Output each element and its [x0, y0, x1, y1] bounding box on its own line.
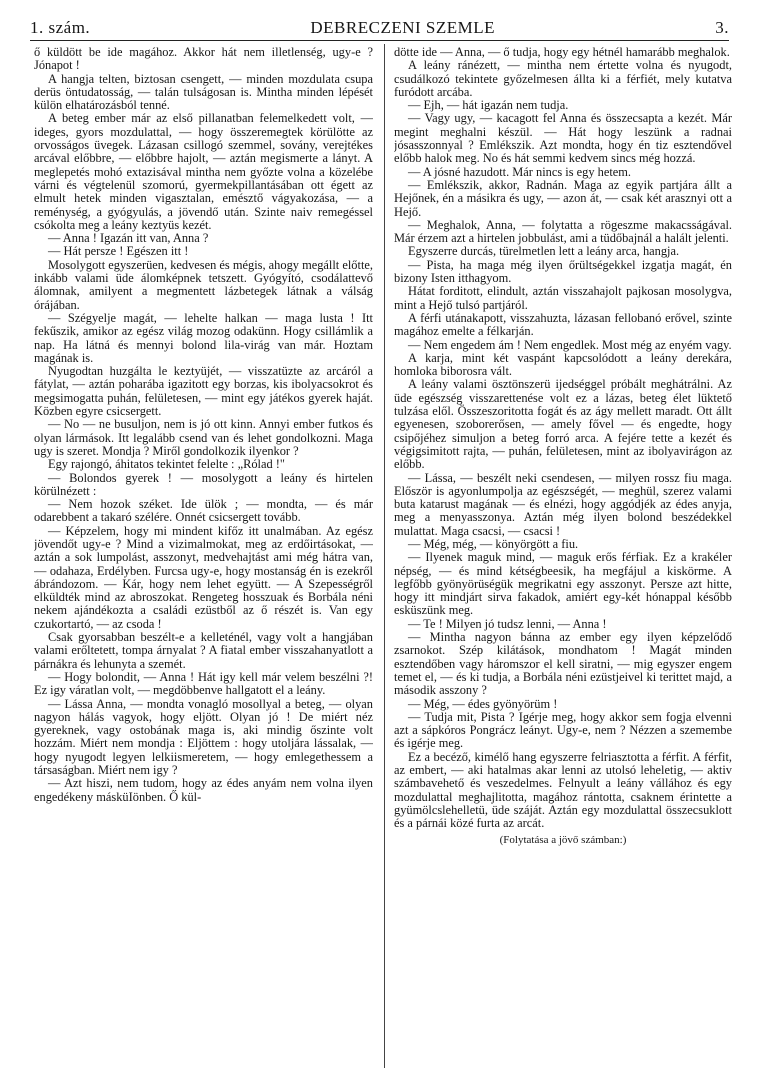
paragraph: Egy rajongó, áhitatos tekintet felelte : „Rólad !" — [48, 457, 285, 472]
journal-title: DEBRECZENI SZEMLE — [310, 18, 496, 37]
paragraph: Hátat forditott, elindult, aztán visszahajolt pajkosan mosolygva, mint a Hejő tulsó partjáról. — [394, 284, 732, 312]
paragraph: Ez a becéző, kimélő hang egyszerre felriasztotta a férfit. A férfit, az embert, — aki hatalmas akar lenni az utolsó leheletig, — aktiv számbavehető és veszedelmes. Felnyult a leány vállához és egy mozdulattal meghajlitotta, magához rántotta, csaknem érintette a gyümölcslehelletü, üde száját. Aztán egy mozdulattal összecsuklott és a párnái közé furta az arcát. — [394, 749, 732, 831]
paragraph: A beteg ember már az első pillanatban felemelkedett volt, — ideges, gyors mozdulattal, — hogy összeremegtek körülötte az orvosságos üvegek. Lázasan csillogó szemmel, sovány, verejtékes arcával előbbre, — előbbre hajolt, — aztán megismerte a lányt. A meglepetés mohó extazisával mintha nem győzte volna a közelébe várni és végtelenül szomorú, gyermekpillantásában ott égett az elmult hetek minden vigasztalan, emésztő vágyakozása, — a reménység, a gyógyulás, a jövendő után. Szinte naiv remegéssel csókolta meg a leány keztyüs kezét. — [34, 111, 373, 232]
paragraph: — Képzelem, hogy mi mindent kifőz itt unalmában. Az egész jövendőt ugy-e ? Mind a vizimalmokat, meg az erdőirtásokat, — aztán a sok lumpolást, asszonyt, medvehajtást ami még hátra van, — odahaza, Erdélyben. Furcsa ugy-e, hogy mostanság én is ezekről ábrándozom. — Kár, hogy nem lehet együtt. — A Szepességről elküldték mind az abroszokat. Rengeteg hosszuak és Borbála néni nekem ajándékozta a családi ezüstből az ő részét is. Van egy czukortartó, — az csoda ! — [34, 523, 373, 631]
paragraph: A karja, mint két vaspánt kapcsolódott a leány derekára, homloka biborosra vált. — [394, 350, 732, 379]
left-column — [34, 46, 373, 1080]
paragraph: — Emlékszik, akkor, Radnán. Maga az egyik partjára állt a Hejőnek, én a másikra és ugy, — azon át, — csak két arasznyi ott a Hejő. — [394, 177, 732, 219]
paragraph: — Vagy ugy, — kacagott fel Anna és összecsapta a kezét. Már megint meghalni készül. — Hát hogy leszünk a radnai jósasszonnyal ? Emlékszik. Azt mondta, hogy én tiz esztendővel előbb halok meg. No és hát semmi kedvem sincs még hozzá. — [394, 111, 732, 166]
paragraph: dötte ide — Anna, — ő tudja, hogy egy hétnél hamarább meghalok. — [394, 46, 730, 59]
paragraph: Egyszerre durcás, türelmetlen lett a leány arca, hangja. — [408, 244, 680, 259]
paragraph: — Meghalok, Anna, — folytatta a rögeszme makacsságával. Már érzem azt a hirtelen jobbulást, ami a tüdőbajnál a halált jelenti. — [394, 217, 732, 246]
paragraph: — Nem hozok széket. Ide ülök ; — mondta, — és már odarebbent a takaró szélére. Onnét csicsergett tovább. — [34, 497, 373, 525]
paragraph: — Még, — édes gyönyörüm ! — [408, 696, 558, 711]
paragraph: — Ilyenek maguk mind, — maguk erős férfiak. Ez a krakéler népség, — és mind kétségbeesik, ha megfájul a kiskörme. A legfőbb gyönyörüségük megrikatni egy asszonyt. Persze azt hitte, hogy itt mindjárt sirva fakadok, amiért egy-két hónappal később esküszünk meg. — [394, 550, 732, 618]
paragraph: — Mintha nagyon bánna az ember egy ilyen képzelődő zsarnokot. Szép kilátások, mondhatom ! Magát minden esztendőben vagy háromszor el kell siratni, — mig egyszer engem temet el, — és ki tudja, a Borbála néni ezüstjeivel ki terittet majd, a második asszony ? — [394, 630, 732, 698]
paragraph: — Azt hiszi, nem tudom, hogy az édes anyám nem volna ilyen engedékeny másküIönben. Ő kül- — [34, 776, 373, 804]
paragraph: A férfi utánakapott, visszahuzta, lázasan fellobanó erővel, szinte magához emelte a félkarján. — [394, 310, 732, 339]
paragraph: — No — ne busuljon, nem is jó ott kinn. Annyi ember futkos és olyan lármások. Itt legalább csend van és lehet gondolkozni. Maga ugy is szeret. Mondja ? Miről gondolkozik ilyenkor ? — [34, 417, 373, 458]
paragraph: — Nem engedem ám ! Nem engedlek. Most még az enyém vagy. — [408, 337, 732, 352]
column-divider — [384, 44, 385, 1068]
paragraph: — A jósné hazudott. Már nincs is egy hetem. — [408, 164, 631, 179]
paragraph: — Szégyelje magát, — lehelte halkan — maga lusta ! Itt fekűszik, amikor az egész világ mozog odakünn. Hogy csillámlik a nap. Ha látná és mennyi bolond lila-virág van már. Hoztam magának is. — [34, 310, 373, 365]
page-number: 3. — [715, 18, 729, 37]
paragraph: — Pista, ha maga még ilyen őrültségekkel izgatja magát, én bizony Isten itthagyom. — [394, 257, 732, 286]
paragraph: Csak gyorsabban beszélt-e a kelleténél, vagy volt a hangjában valami erőltetett, tompa árnyalat ? A fiatal ember visszahanyatlott a párnákra és lehunyta a szemét. — [34, 630, 373, 671]
paragraph: A hangja telten, biztosan csengett, — minden mozdulata csupa derüs öntudatosság, — talán tulságosan is. Mintha minden lépését külön elhatározásból tenné. — [34, 71, 373, 113]
paragraph: — Hogy bolondit, — Anna ! Hát igy kell már velem beszélni ?! Ez igy váratlan volt, — megdöbbenve hallgatott el a leány. — [34, 669, 373, 698]
page-header — [30, 12, 729, 38]
paragraph: — Te ! Milyen jó tudsz lenni, — Anna ! — [408, 616, 607, 631]
paragraph: — Hát persze ! Egészen itt ! — [48, 244, 189, 259]
paragraph: — Lássa, — beszélt neki csendesen, — milyen rossz fiu maga. Először is agyonlumpolja az egészségét, — meghül, szerez valami buta katarust magának — és elnézi, hogy aggódjék az édes anyja, meg a menyasszonya. Aztán még ilyen bolond beszédekkel mulattat. Maga csacsi, — csacsi ! — [394, 470, 732, 538]
paragraph: — Ejh, — hát igazán nem tudja. — [408, 98, 569, 113]
paragraph: — Bolondos gyerek ! — mosolygott a leány és hirtelen körülnézett : — [34, 470, 373, 498]
header-rule — [30, 40, 729, 41]
paragraph: — Lássa Anna, — mondta vonagló mosollyal a beteg, — olyan nagyon hálás vagyok, hogy eljött. Olyan jó ! De miért néz gyereknek, vagy ostobának maga is, aki mindig őszinte volt hozzám. Miért nem mondja : Eljöttem : hogy utoljára lássalak, — hogy nyugodt legyen lelkiismeretem, — hogy emlegethessem a társaságban. Miért nem igy ? — [34, 696, 373, 778]
paragraph: Mosolygott egyszerüen, kedvesen és mégis, ahogy megállt előtte, inkább valami üde álomképnek tetszett. Gyógyító, csodálattevő álomnak, amilyent a megmentett lázbetegek látnak a válság órájában. — [34, 257, 373, 312]
continuation-note: (Folytatása a jövő számban:) — [499, 833, 627, 846]
paragraph: — Tudja mit, Pista ? Igérje meg, hogy akkor sem fogja elvenni azt a sápkóros Pongrácz leányt. Ugy-e, nem ? Nézzen a szemembe és igérje meg. — [394, 709, 732, 751]
right-column — [394, 46, 732, 1080]
paragraph: A leány ránézett, — mintha nem értette volna és nyugodt, csudálkozó tekintete győzelmesen állta ki a férfiét, mely kutatva furódott arcába. — [394, 58, 732, 99]
paragraph: Nyugodtan huzgálta le keztyüjét, — visszatüzte az arcáról a fátylat, — aztán poharába igazitott egy borzas, kis ibolyacsokrot és megsimogatta puhán, felületesen, — mint egy játékos gyerek haját. Közben egyre csicsergett. — [34, 364, 373, 419]
paragraph: — Még, még, — könyörgött a fiu. — [408, 536, 579, 551]
paragraph: — Anna ! Igazán itt van, Anna ? — [48, 231, 209, 246]
paragraph: ő küldött be ide magához. Akkor hát nem illetlenség, ugy-e ? Jónapot ! — [34, 46, 373, 73]
issue-number: 1. szám. — [30, 18, 91, 37]
paragraph: A leány valami ösztönszerü ijedséggel próbált meghátrálni. Az üde egészség visszarettenése volt ez a lázas, beteg élet lüktető tulzása elől. Összeszoritotta fogát és az ágy mellett maradt. Ott állt egyenesen, szoborerősen, — amely fővel — és engedte, hogy csipőjéhez simuljon a beteg forró arca. A fejére tette a kezét és végigsimitott rajta, — puhán, felületesen, mint az ibolyavirágon az előbb. — [394, 377, 732, 472]
